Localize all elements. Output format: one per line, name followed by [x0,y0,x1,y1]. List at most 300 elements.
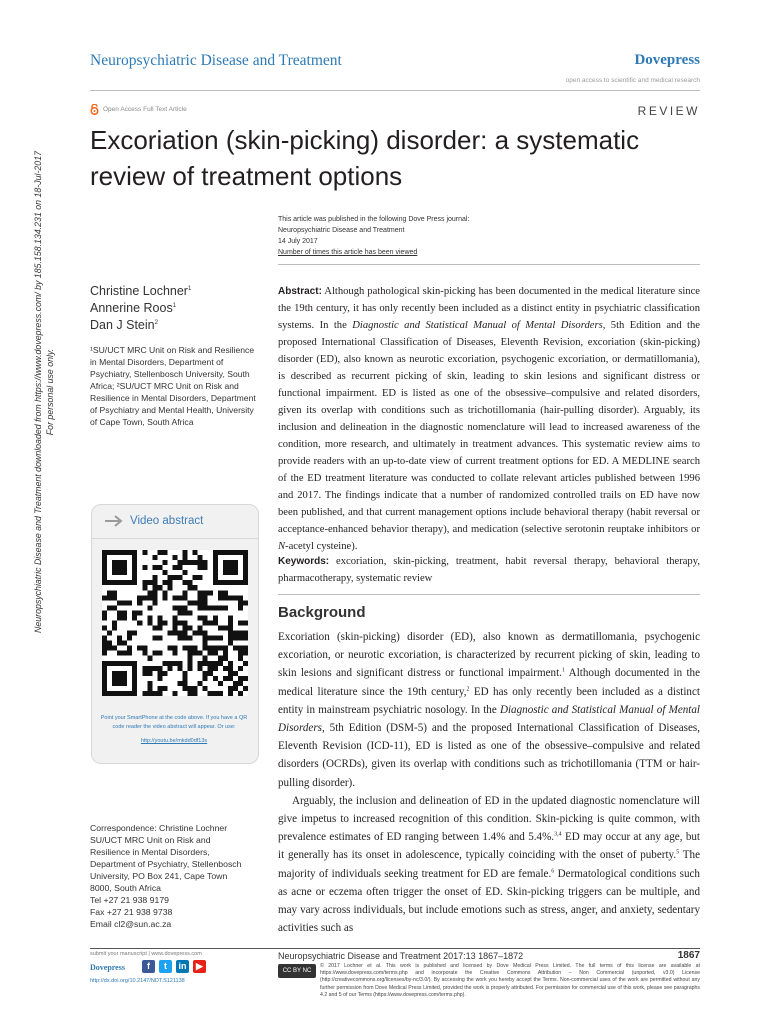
qr-module [233,580,238,585]
doi-link[interactable]: http://dx.doi.org/10.2147/NDT.S121138 [90,978,185,984]
qr-module [122,615,127,620]
qr-module [238,676,243,681]
video-abstract-link[interactable] [104,514,203,528]
qr-module [223,651,228,656]
qr-module [117,651,122,656]
pub-info-journal: Neuropsychiatric Disease and Treatment [278,227,405,234]
qr-module [102,666,107,671]
qr-module [198,615,203,620]
qr-module [107,646,112,651]
qr-module [172,605,177,610]
qr-module [132,550,137,555]
qr-module [117,550,122,555]
submit-manuscript-link[interactable]: submit your manuscript | www.dovepress.com [90,951,202,957]
qr-module [132,666,137,671]
qr-module [243,555,248,560]
correspondence-heading: Correspondence: Christine Lochner [90,823,228,833]
qr-module [172,565,177,570]
qr-module [243,600,248,605]
qr-module [112,620,117,625]
qr-module [157,615,162,620]
qr-module [117,681,122,686]
qr-module [228,615,233,620]
qr-module [188,585,193,590]
qr-module [213,666,218,671]
qr-module [228,666,233,671]
article-type: REVIEW [637,104,700,118]
qr-module [228,580,233,585]
open-access-label: Open Access Full Text Article [103,106,187,113]
qr-module [223,550,228,555]
qr-module [102,646,107,651]
qr-module [137,620,142,625]
qr-module [218,636,223,641]
qr-module [213,615,218,620]
qr-module [233,595,238,600]
qr-module [208,590,213,595]
qr-module [112,590,117,595]
qr-module [228,570,233,575]
body-paragraph: Excoriation (skin-picking) disorder (ED), also known as dermatillomania, psychogenic excoriation, or neurotic excoriation, is characterized by recurrent picking of skin, leading to skin lesions and significant distress or functional impairment.$^1$ Although documented in the medical literature since the 19th century,$^2$ ED has only recently been included as a distinct entity in mainstream psychiatric nosology. In the Diagnostic and Statistical Manual of Mental Disorders, 5th Edition (DSM-5) and the proposed International Classification of Diseases, Eleventh Revision (ICD-11), ED is listed as one of the obsessive–compulsive and related disorders (OCRDs), given its overlap with conditions such as trichotillomania (TTM or hair-pulling disorder). [278,631,701,789]
download-stamp [32,112,74,672]
qr-module [188,686,193,691]
qr-module [142,671,147,676]
video-box-divider [92,538,258,539]
qr-module [117,676,122,681]
qr-module [233,646,238,651]
pub-info-line: This article was published in the following Dove Press journal: [278,216,470,223]
keywords-text: excoriation, skin-picking, treatment, habit reversal therapy, behavioral therapy, pharmacotherapy, systematic review [278,556,700,584]
qr-module [152,585,157,590]
qr-module [172,626,177,631]
qr-module [122,671,127,676]
qr-module [203,560,208,565]
qr-module [142,651,147,656]
qr-module [238,691,243,696]
keywords-divider [278,594,700,595]
qr-module [243,636,248,641]
qr-module [193,651,198,656]
qr-module [178,631,183,636]
qr-module [132,580,137,585]
qr-module [122,651,127,656]
qr-module [238,550,243,555]
article-title: Excoriation (skin-picking) disorder: a systematic review of treatment options [90,125,640,191]
qr-module [213,651,218,656]
journal-name: Neuropsychiatric Disease and Treatment [90,52,342,69]
qr-module [152,691,157,696]
citation-ref[interactable]: 3,4 [554,831,562,838]
qr-module [157,671,162,676]
qr-module [198,565,203,570]
video-url-link[interactable]: http://youtu.be/mkdd0df13s [140,738,208,744]
qr-module [127,631,132,636]
qr-module [102,686,107,691]
abstract-dsm-title: Diagnostic and Statistical Manual of Mental Disorders [352,320,603,331]
qr-module [193,646,198,651]
qr-module [127,646,132,651]
qr-module [228,641,233,646]
qr-module [157,620,162,625]
pub-info-date: 14 July 2017 [278,238,318,245]
qr-module [112,646,117,651]
qr-module [122,676,127,681]
body-paragraph: Arguably, the inclusion and delineation of ED in the updated diagnostic nomenclature will give impetus to increased recognition of this condition. Skin-picking is quite common, with prevalence estimates of ED ranging between 1.4% and 5.4%.$^{3,4}$ ED may occur at any age, but it generally has its onset in adolescence, typically coinciding with the onset of puberty.$^5$ The majority of individuals seeking treatment for ED are female.$^6$ Dermatological conditions such as acne or eczema often trigger the onset of ED. Skin-picking triggers can be multiple, and may vary across individuals, but include emotions such as stress, anger, and anxiety, sedentary activities such as [278,794,701,935]
qr-module [228,671,233,676]
qr-module [243,550,248,555]
qr-module [127,636,132,641]
qr-module [228,631,233,636]
qr-module [152,575,157,580]
qr-module [238,580,243,585]
qr-module [102,580,107,585]
qr-module [112,595,117,600]
qr-module [183,550,188,555]
qr-module [198,631,203,636]
qr-module [183,620,188,625]
qr-module [203,631,208,636]
qr-module [223,595,228,600]
qr-module [183,676,188,681]
qr-module [112,626,117,631]
qr-module [112,681,117,686]
qr-module [228,691,233,696]
qr-module [152,666,157,671]
qr-module [183,555,188,560]
correspondence-phone: Tel +27 21 938 9179 [90,895,169,905]
qr-module [208,605,213,610]
qr-module [198,590,203,595]
qr-module [233,570,238,575]
qr-module [172,631,177,636]
qr-module [218,656,223,661]
views-link[interactable]: Number of times this article has been viewed [278,249,418,256]
qr-module [147,580,152,585]
qr-module [162,560,167,565]
qr-module [188,651,193,656]
qr-module [112,605,117,610]
qr-module [147,666,152,671]
qr-module [137,595,142,600]
qr-module [193,560,198,565]
qr-module [238,681,243,686]
footer-divider [90,948,700,949]
qr-module [183,560,188,565]
qr-module [183,570,188,575]
qr-module [152,590,157,595]
qr-module [198,681,203,686]
qr-module [243,580,248,585]
qr-module [218,605,223,610]
qr-module [172,595,177,600]
qr-module [243,631,248,636]
qr-module [203,656,208,661]
qr-module [122,565,127,570]
qr-module [213,575,218,580]
qr-module [213,636,218,641]
qr-module [218,661,223,666]
qr-module [233,636,238,641]
qr-module [233,565,238,570]
linkedin-icon[interactable]: in [176,960,189,973]
qr-module [238,656,243,661]
qr-module [203,605,208,610]
twitter-icon[interactable]: t [159,960,172,973]
qr-module [203,590,208,595]
qr-module [132,686,137,691]
keywords-label: Keywords: [278,556,330,567]
qr-module [208,651,213,656]
qr-module [218,691,223,696]
qr-module [142,646,147,651]
qr-module [183,631,188,636]
qr-module [213,550,218,555]
qr-module [233,631,238,636]
qr-module [198,600,203,605]
qr-module [132,555,137,560]
qr-module [243,646,248,651]
qr-module [208,691,213,696]
qr-module [167,575,172,580]
qr-module [188,580,193,585]
qr-module [107,641,112,646]
qr-module [132,565,137,570]
qr-module [243,565,248,570]
qr-module [233,686,238,691]
correspondence-email[interactable]: Email cl2@sun.ac.za [90,919,172,929]
qr-module [238,631,243,636]
qr-module [188,666,193,671]
qr-module [243,676,248,681]
footer-citation: Neuropsychiatric Disease and Treatment 2017:13 1867–1872 [278,951,524,961]
qr-module [193,686,198,691]
qr-module [188,661,193,666]
qr-module [132,681,137,686]
qr-module [188,600,193,605]
qr-module [157,636,162,641]
qr-module [142,585,147,590]
qr-module [147,671,152,676]
citation-ref[interactable]: 2 [466,685,470,692]
abstract-text: , 5th Edition and the proposed International Classification of Diseases, Eleventh Revision, excoriation (skin-picking) disorder (ED), also known as neurotic excoriation, psychogenic excoriation, or dermatillomania), is described as recurrent picking of skin, leading to skin lesions and significant distress or functional impairment. ED is listed as one of the obsessive–compulsive and related disorders, given its overlap with conditions such as trichotillomania (hair-pulling disorder). Arguably, its inclusion and delineation in the diagnostic nomenclature will lead to increased awareness of the condition, more research, and ultimately in treatment advances. This systematic review aims to provide readers with an up-to-date view of current treatment options for ED. A MEDLINE search of the ED treatment literature was conducted to collate relevant articles published between 1996 and 2017. The findings indicate that a number of randomized controlled trails on ED have now been published, and that current management options include behavioral therapy (habit reversal or acceptance-enhanced behavior therapy), and medication (selective serotonin reuptake inhibitors or [278,320,700,535]
qr-module [167,666,172,671]
qr-module [102,641,107,646]
correspondence-line: 8000, South Africa [90,883,161,893]
qr-module [122,691,127,696]
qr-module [203,636,208,641]
qr-module [213,676,218,681]
qr-module [142,666,147,671]
qr-module [112,565,117,570]
qr-module [107,605,112,610]
affiliations: ¹SU/UCT MRC Unit on Risk and Resilience in Mental Disorders, Department of Psychiatry, Stellenbosch University, South Africa; ²SU/UCT MRC Unit on Risk and Resilience in Mental Disorders, Department of Psychiatry and Mental Health, University of Cape Town, South Africa [90,345,256,427]
qr-module [162,580,167,585]
qr-module [132,661,137,666]
qr-module [233,671,238,676]
citation-ref[interactable]: 5 [676,849,680,856]
qr-module [238,595,243,600]
qr-module [162,671,167,676]
qr-module [132,570,137,575]
qr-module [162,550,167,555]
qr-module [147,656,152,661]
qr-module [127,600,132,605]
qr-module [112,560,117,565]
qr-module [107,631,112,636]
qr-module [112,671,117,676]
qr-module [213,691,218,696]
qr-module [193,691,198,696]
qr-module [228,620,233,625]
qr-module [102,671,107,676]
qr-module [198,651,203,656]
qr-module [147,615,152,620]
abstract-label: Abstract: [278,286,322,297]
qr-module [117,641,122,646]
qr-module [178,565,183,570]
qr-module [152,555,157,560]
qr-module [223,560,228,565]
qr-module [228,636,233,641]
creative-commons-badge[interactable]: CC BY NC [278,964,316,978]
qr-module [198,666,203,671]
section-heading-background: Background [278,604,366,621]
qr-module [228,595,233,600]
qr-module [178,610,183,615]
qr-module [238,646,243,651]
qr-module [127,651,132,656]
qr-module [178,560,183,565]
qr-module [223,590,228,595]
qr-module [213,605,218,610]
qr-module [223,626,228,631]
qr-module [178,620,183,625]
qr-module [132,615,137,620]
qr-module [188,610,193,615]
qr-module [127,550,132,555]
license-text: © 2017 Lochner et al. This work is published and licensed by Dove Medical Press Limited. The full terms of this license are available at https://www.dovepress.com/terms.php and incorporate the Creative Commons Attribution – Non Commercial (unported, v3.0) License (http://creativecommons.org/licenses/by-nc/3.0/). By accessing the work you hereby accept the Terms. Non-commercial uses of the work are permitted without any further permission from Dove Medical Press Limited, provided the work is properly attributed. For permission for commercial use of this work, please see paragraphs 4.2 and 5 of our Terms (https://www.dovepress.com/terms.php). [320,963,700,998]
correspondence-fax: Fax +27 21 938 9738 [90,907,173,917]
qr-module [213,661,218,666]
qr-module [127,580,132,585]
qr-module [228,626,233,631]
qr-module [122,681,127,686]
qr-module [193,585,198,590]
qr-module [152,600,157,605]
qr-module [203,661,208,666]
qr-module [102,681,107,686]
open-access-badge [90,104,187,115]
footer-publisher-logo: Dovepress [90,963,125,972]
citation-ref[interactable]: 6 [551,867,555,874]
qr-module [157,691,162,696]
abstract-nac: N [278,541,286,552]
qr-module [233,550,238,555]
qr-module [147,595,152,600]
qr-module [102,636,107,641]
qr-module [178,666,183,671]
qr-module [162,570,167,575]
qr-module [132,631,137,636]
qr-module [228,550,233,555]
qr-module [243,686,248,691]
qr-module [142,550,147,555]
qr-module [102,550,107,555]
qr-module [238,666,243,671]
qr-module [162,590,167,595]
qr-module [243,560,248,565]
youtube-icon[interactable]: ▶ [193,960,206,973]
qr-module [218,626,223,631]
qr-module [132,671,137,676]
qr-module [142,595,147,600]
qr-module [228,560,233,565]
qr-module [183,636,188,641]
qr-module [162,686,167,691]
qr-module [117,600,122,605]
qr-module [122,570,127,575]
qr-module [203,565,208,570]
abstract [278,283,700,555]
qr-module [243,620,248,625]
qr-module [218,580,223,585]
qr-module [203,641,208,646]
qr-module [117,615,122,620]
qr-module [122,550,127,555]
qr-module [193,550,198,555]
qr-module [243,570,248,575]
qr-module [147,686,152,691]
qr-module [162,620,167,625]
qr-module [112,661,117,666]
author: Annerine Roos$^1$ [90,301,177,315]
qr-module [132,691,137,696]
publication-info [278,214,469,258]
qr-module [117,636,122,641]
qr-module [183,595,188,600]
qr-module [162,661,167,666]
qr-module [157,666,162,671]
qr-module [183,610,188,615]
qr-module [132,575,137,580]
qr-module [137,610,142,615]
qr-module [213,646,218,651]
qr-module [152,595,157,600]
qr-module [243,575,248,580]
qr-module [218,595,223,600]
qr-module [203,595,208,600]
qr-module [167,661,172,666]
qr-module [223,646,228,651]
qr-module [213,555,218,560]
qr-module [152,580,157,585]
citation-ref[interactable]: 1 [561,667,565,674]
author-list [90,283,191,334]
qr-module [198,595,203,600]
qr-module [193,631,198,636]
qr-module [117,565,122,570]
facebook-icon[interactable]: f [142,960,155,973]
arrow-right-icon [104,514,124,528]
qr-module [102,565,107,570]
qr-module [112,580,117,585]
author: Christine Lochner$^1$ [90,284,192,298]
social-links [142,960,206,973]
qr-code[interactable] [102,550,248,696]
qr-module [107,550,112,555]
qr-module [122,560,127,565]
qr-module [178,636,183,641]
